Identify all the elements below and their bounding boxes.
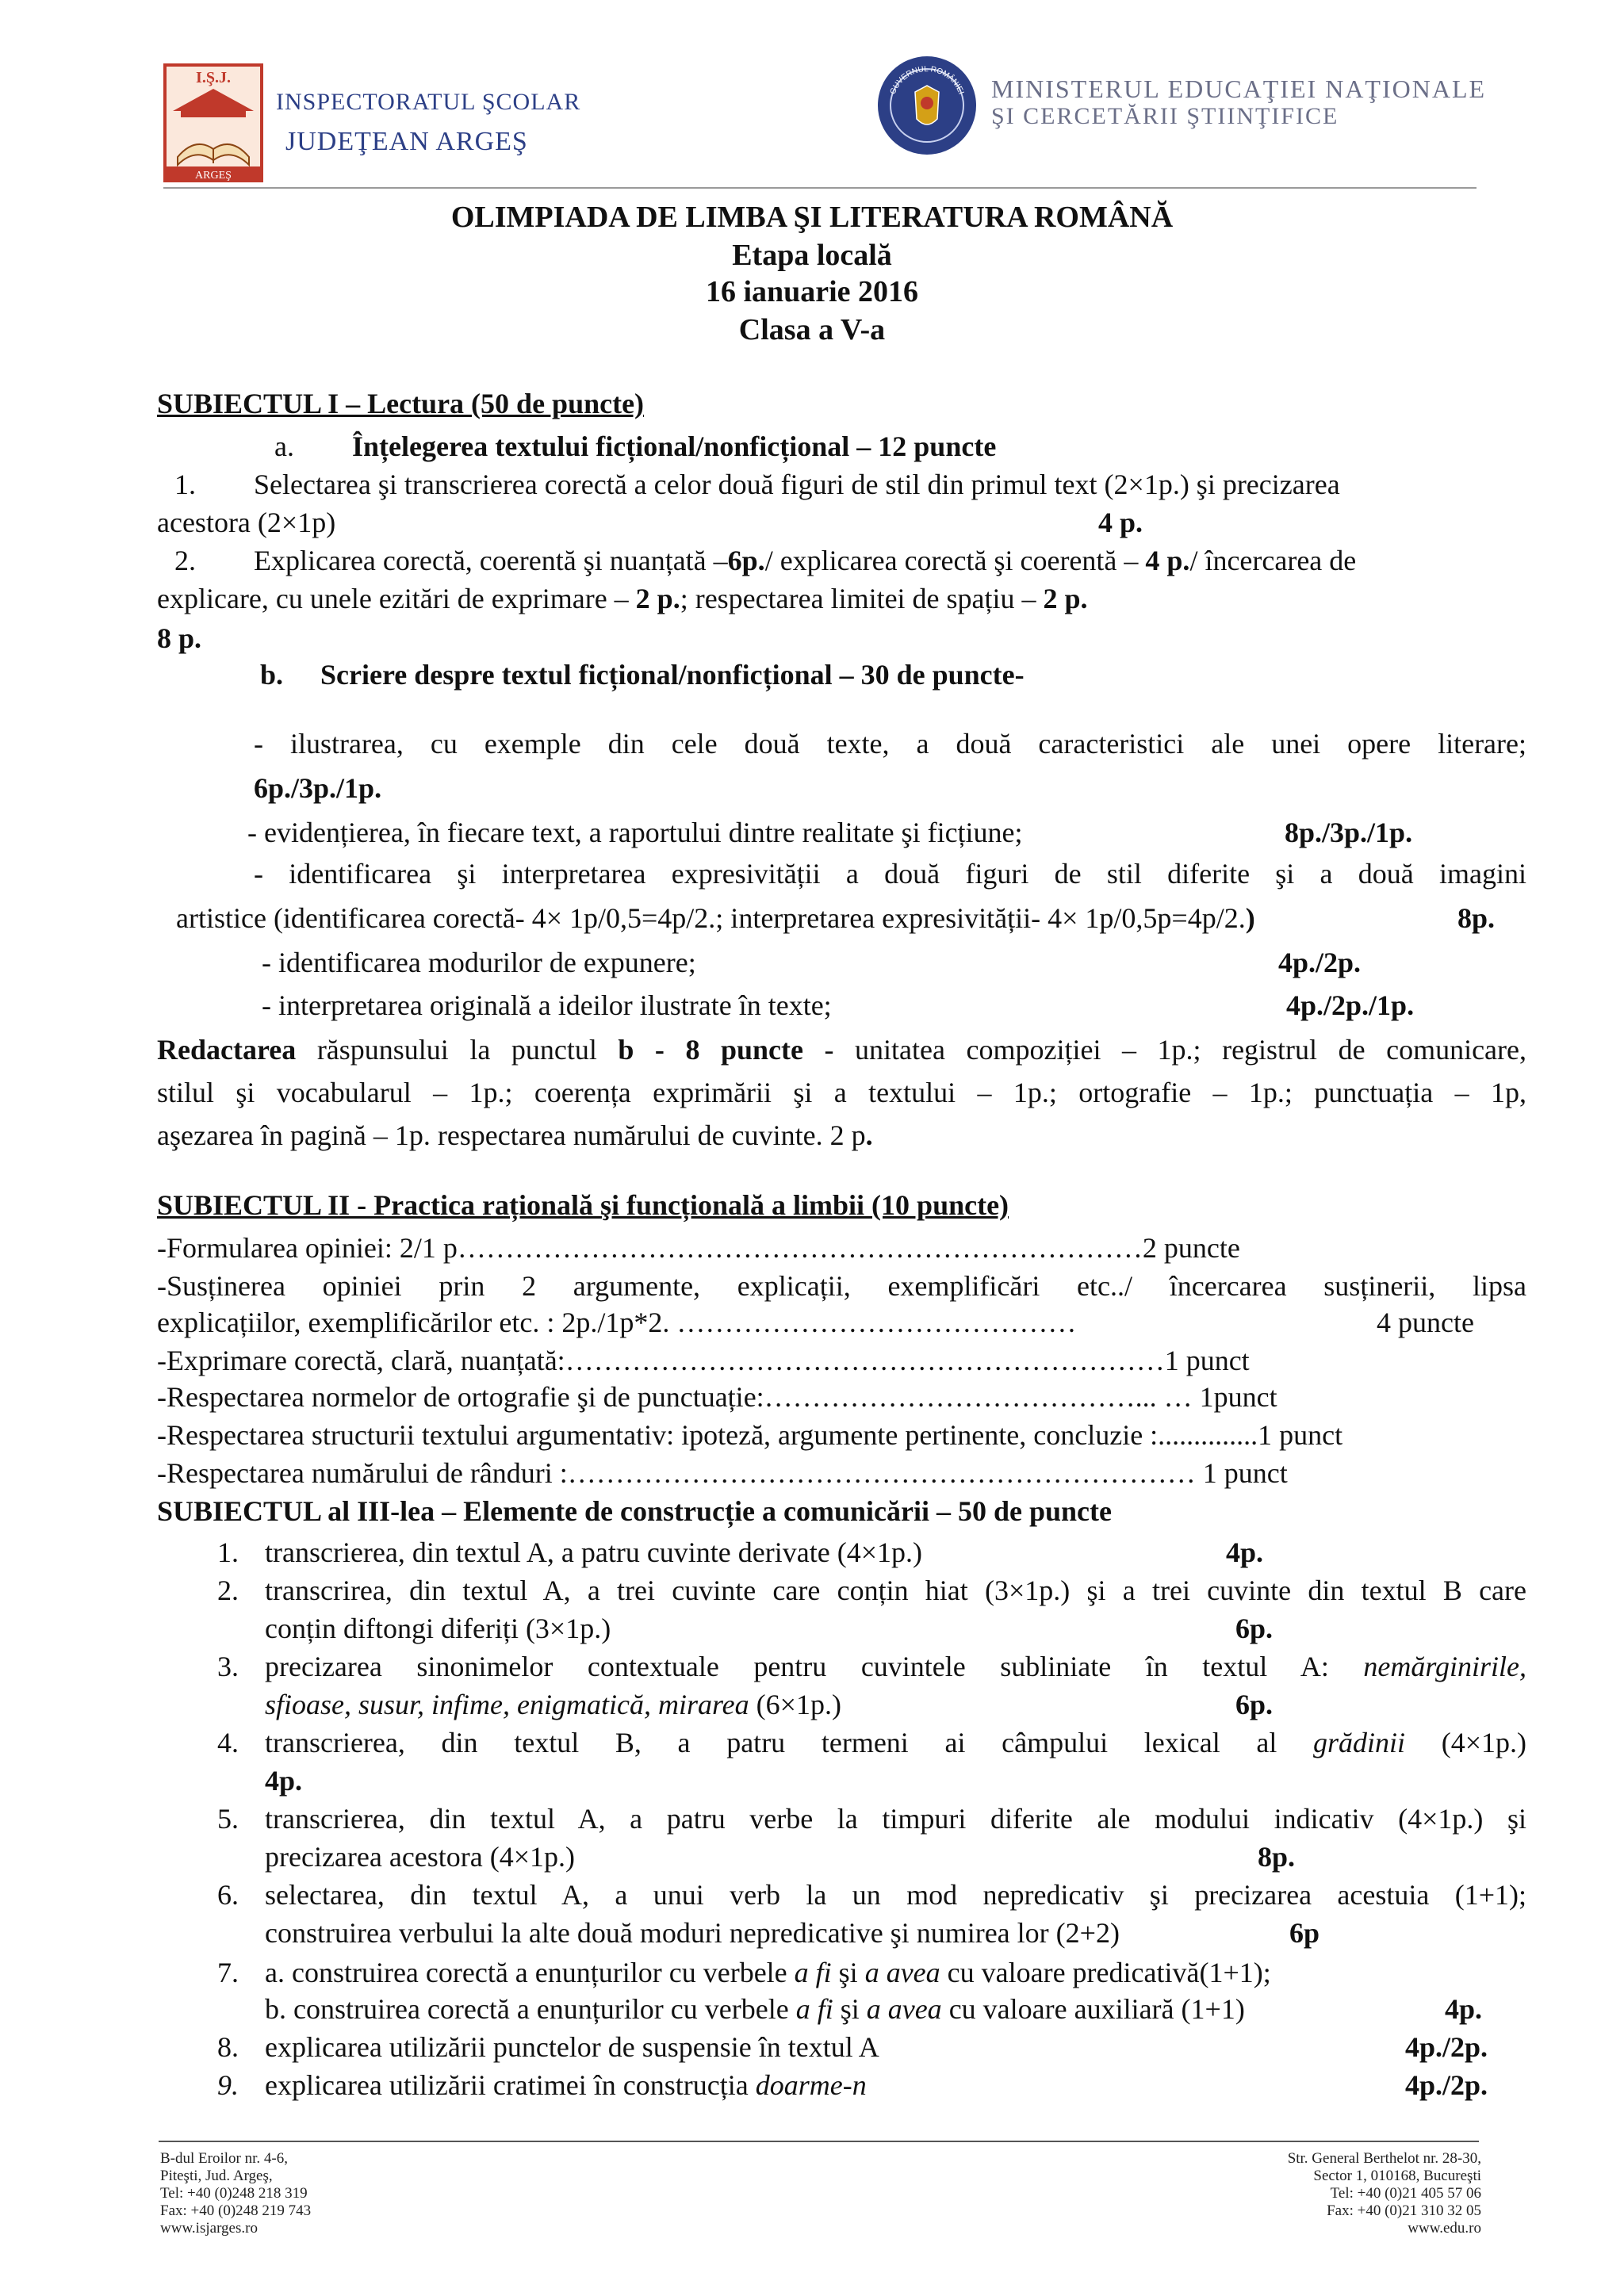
s3-item1-number: 1. bbox=[217, 1536, 239, 1568]
s3-item7-l2c: şi bbox=[833, 1993, 867, 2025]
s3-item3-l1a: precizarea sinonimelor contextuale pentru cuvintele subliniate în textul A: bbox=[265, 1651, 1364, 1682]
s3-item7-line2 bbox=[265, 1995, 1245, 2023]
isj-badge-bottom: ARGEŞ bbox=[195, 170, 232, 182]
s2-line3-points: 4 puncte bbox=[1377, 1307, 1474, 1338]
s1-a-title: Înțelegerea textului ficțional/nonficțional bbox=[352, 430, 850, 462]
ministry-name-line1: MINISTERUL EDUCAŢIEI NAŢIONALE bbox=[991, 75, 1487, 103]
s1-b3-points: 8p. bbox=[1457, 902, 1496, 934]
s3-item3-l2b: (6×1p.) bbox=[749, 1689, 841, 1720]
footer-right-line4: Fax: +40 (0)21 310 32 05 bbox=[1327, 2202, 1481, 2219]
s1-item1-points: 4 p. bbox=[1098, 507, 1143, 538]
s3-item4-l1a: transcrierea, din textul B, a patru termeni ai câmpului lexical al bbox=[265, 1727, 1314, 1758]
footer-left-line4: Fax: +40 (0)248 219 743 bbox=[160, 2202, 312, 2219]
s1-heading: SUBIECTUL I – Lectura (50 de puncte) bbox=[157, 388, 645, 419]
s1-item1-number: 1. bbox=[174, 469, 196, 500]
s1-b1-line1: - ilustrarea, cu exemple din cele două texte, a două caracteristici ale unei opere literare; bbox=[254, 728, 1526, 760]
footer-divider bbox=[159, 2141, 1479, 2142]
footer-left-line2: Piteşti, Jud. Argeş, bbox=[160, 2168, 273, 2184]
s3-item6-line2: construirea verbului la alte două moduri nepredicative şi numirea lor (2+2) bbox=[265, 1917, 1120, 1949]
s1-item2-number: 2. bbox=[174, 545, 196, 576]
s1-item2-points: 8 p. bbox=[157, 622, 202, 654]
s3-item4-number: 4. bbox=[217, 1727, 239, 1758]
title-line4: Clasa a V-a bbox=[738, 313, 886, 346]
s3-item2-line1: transcrirea, din textul A, a trei cuvinte care conțin hiat (3×1p.) şi a trei cuvinte din textul B care bbox=[265, 1575, 1526, 1606]
s3-item9-text bbox=[265, 2071, 867, 2099]
footer-left-address bbox=[160, 2150, 311, 2237]
s3-item7-l1e: cu valoare predicativă(1+1); bbox=[940, 1957, 1271, 1988]
s1-item2-l2a: explicare, cu unele ezitări de exprimare – bbox=[157, 583, 636, 614]
s1-redactare-line2: stilul şi vocabularul – 1p.; coerența exprimării şi a textului – 1p.; ortografie – 1p.; punctuația – 1p, bbox=[157, 1077, 1526, 1108]
s2-line2: -Susținerea opiniei prin 2 argumente, explicații, exemplificări etc../ încercarea susținerii, lipsa bbox=[157, 1270, 1526, 1302]
s2-line1: -Formularea opiniei: 2/1 p………………………………………………………………2 puncte bbox=[157, 1232, 1240, 1264]
footer-left-line5: www.isjarges.ro bbox=[160, 2220, 258, 2237]
s1-r-l1a: Redactarea bbox=[157, 1034, 297, 1066]
s1-item1-line1: Selectarea şi transcrierea corectă a celor două figuri de stil din primul text (2×1p.) şi precizarea bbox=[254, 469, 1340, 500]
s3-item2-points: 6p. bbox=[1235, 1613, 1274, 1644]
s3-item7-l2e: cu valoare auxiliară (1+1) bbox=[941, 1993, 1245, 2025]
s3-item3-line2 bbox=[265, 1690, 841, 1719]
s3-item5-line2: precizarea acestora (4×1p.) bbox=[265, 1841, 576, 1873]
s3-item1-text: transcrierea, din textul A, a patru cuvinte derivate (4×1p.) bbox=[265, 1536, 922, 1568]
s3-item5-number: 5. bbox=[217, 1803, 239, 1835]
s3-item3-points: 6p. bbox=[1235, 1689, 1274, 1720]
s1-item2-l1c: / explicarea corectă şi coerentă – bbox=[764, 545, 1146, 576]
s3-item7-number: 7. bbox=[217, 1957, 239, 1988]
s3-item7-l2d: a avea bbox=[866, 1993, 942, 2025]
s3-item8-text: explicarea utilizării punctelor de suspensie în textul A bbox=[265, 2031, 879, 2063]
s3-item4-l1c: (4×1p.) bbox=[1405, 1727, 1526, 1758]
s3-item4-points: 4p. bbox=[265, 1765, 303, 1797]
header-divider bbox=[163, 187, 1477, 189]
s2-line5: -Respectarea normelor de ortografie şi de punctuație:…………………………………... … 1punct bbox=[157, 1381, 1277, 1413]
s1-b-text: Scriere despre textul ficțional/nonficțional – 30 de puncte- bbox=[320, 659, 1025, 691]
s3-item3-l2a: sfioase, susur, infime, enigmatică, mirarea bbox=[265, 1689, 749, 1720]
s1-redactare-line1 bbox=[157, 1035, 1526, 1064]
s1-b5-text: - interpretarea originală a ideilor ilustrate în texte; bbox=[262, 989, 832, 1021]
s1-item2-l1b: 6p. bbox=[727, 545, 765, 576]
s1-item2-line1 bbox=[254, 546, 1356, 575]
s1-b3-line1: - identificarea şi interpretarea expresivității a două figuri de stil diferite şi a două imagini bbox=[254, 858, 1526, 890]
footer-left-line3: Tel: +40 (0)248 218 319 bbox=[160, 2185, 308, 2202]
s2-line6: -Respectarea structurii textului argumentativ: ipoteză, argumente pertinente, concluzie :..............1 punct bbox=[157, 1419, 1343, 1451]
s3-item9-l1a: explicarea utilizării cratimei în construcția bbox=[265, 2069, 756, 2101]
s1-item1-line2: acestora (2×1p) bbox=[157, 507, 336, 538]
s1-b-label: b. bbox=[260, 659, 284, 691]
s3-item3-number: 3. bbox=[217, 1651, 239, 1682]
s1-redactare-line3 bbox=[157, 1121, 873, 1150]
s3-item7-points: 4p. bbox=[1445, 1993, 1483, 2025]
s1-item2-l2c: ; respectarea limitei de spațiu – bbox=[680, 583, 1044, 614]
s1-b5-points: 4p./2p./1p. bbox=[1286, 989, 1415, 1021]
isj-logo bbox=[163, 63, 263, 182]
s3-item3-l1b: nemărginirile, bbox=[1363, 1651, 1526, 1682]
s1-item2-l1d: 4 p. bbox=[1145, 545, 1190, 576]
s3-item7-l1d: a avea bbox=[864, 1957, 940, 1988]
s1-a-text bbox=[352, 432, 996, 461]
s3-item6-number: 6. bbox=[217, 1879, 239, 1911]
s1-r-l3b: . bbox=[865, 1119, 873, 1151]
s1-item2-l2b: 2 p. bbox=[635, 583, 680, 614]
s3-item9-l1b: doarme-n bbox=[755, 2069, 867, 2101]
ministry-name-line2: ŞI CERCETĂRII ŞTIINŢIFICE bbox=[991, 103, 1339, 129]
s3-item3-line1 bbox=[265, 1652, 1526, 1681]
s3-item9-number: 9. bbox=[217, 2069, 239, 2101]
s2-line3: explicațiilor, exemplificărilor etc. : 2p./1p*2. …………………………………… bbox=[157, 1307, 1077, 1338]
s3-item9-points: 4p./2p. bbox=[1405, 2069, 1488, 2101]
s3-item6-points: 6p bbox=[1289, 1917, 1320, 1949]
s1-b4-text: - identificarea modurilor de expunere; bbox=[262, 947, 696, 978]
s3-item7-l1b: a fi bbox=[794, 1957, 832, 1988]
s1-r-l1d: - unitatea compoziției – 1p.; registrul de comunicare, bbox=[803, 1034, 1526, 1066]
s3-item1-points: 4p. bbox=[1226, 1536, 1264, 1568]
s3-item7-l1a: a. construirea corectă a enunțurilor cu verbele bbox=[265, 1957, 795, 1988]
s1-item2-line2 bbox=[157, 584, 1088, 613]
s1-b3-line2 bbox=[176, 904, 1255, 932]
s1-r-l3a: aşezarea în pagină – 1p. respectarea numărului de cuvinte. 2 p bbox=[157, 1119, 866, 1151]
isj-name-line1: INSPECTORATUL ŞCOLAR bbox=[276, 89, 581, 115]
s3-item5-points: 8p. bbox=[1258, 1841, 1296, 1873]
s1-b3-l2b: ) bbox=[1245, 902, 1255, 934]
ministry-seal bbox=[875, 54, 979, 157]
footer-right-line5: www.edu.ro bbox=[1408, 2220, 1481, 2237]
s3-item7-l2a: b. construirea corectă a enunțurilor cu verbele bbox=[265, 1993, 796, 2025]
s1-a-label: a. bbox=[274, 430, 294, 462]
footer-right-line1: Str. General Berthelot nr. 28-30, bbox=[1287, 2150, 1481, 2167]
isj-badge-text: I.Ş.J. bbox=[196, 69, 231, 86]
s3-item6-line1: selectarea, din textul A, a unui verb la un mod nepredicativ şi precizarea acestuia (1+1); bbox=[265, 1879, 1526, 1911]
title-line3: 16 ianuarie 2016 bbox=[705, 275, 919, 308]
s2-line4: -Exprimare corectă, clară, nuanțată:………………………………………………………1 punct bbox=[157, 1345, 1250, 1376]
s3-item4-line1 bbox=[265, 1728, 1526, 1757]
s2-heading: SUBIECTUL II - Practica rațională şi funcțională a limbii (10 puncte) bbox=[157, 1189, 1009, 1221]
s3-item8-points: 4p./2p. bbox=[1405, 2031, 1488, 2063]
s3-item2-number: 2. bbox=[217, 1575, 239, 1606]
title-line1: OLIMPIADA DE LIMBA ŞI LITERATURA ROMÂNĂ bbox=[450, 201, 1174, 234]
s3-item5-line1: transcrierea, din textul A, a patru verbe la timpuri diferite ale modului indicativ (4×1p.) şi bbox=[265, 1803, 1526, 1835]
footer-right-line2: Sector 1, 010168, Bucureşti bbox=[1313, 2168, 1481, 2184]
s3-heading: SUBIECTUL al III-lea – Elemente de construcție a comunicării – 50 de puncte bbox=[157, 1495, 1112, 1527]
s1-b1-points: 6p./3p./1p. bbox=[254, 772, 382, 804]
s1-b2-points: 8p./3p./1p. bbox=[1285, 817, 1413, 848]
s1-b4-points: 4p./2p. bbox=[1278, 947, 1362, 978]
s1-item2-l1e: / încercarea de bbox=[1189, 545, 1357, 576]
s3-item7-line1 bbox=[265, 1958, 1271, 1987]
s1-item2-l2d: 2 p. bbox=[1043, 583, 1088, 614]
s1-b2-text: - evidențierea, în fiecare text, a raportului dintre realitate şi ficțiune; bbox=[247, 817, 1023, 848]
s3-item2-line2: conțin diftongi diferiți (3×1p.) bbox=[265, 1613, 611, 1644]
footer-right-line3: Tel: +40 (0)21 405 57 06 bbox=[1330, 2185, 1481, 2202]
s1-r-l1c: b - 8 puncte bbox=[618, 1034, 803, 1066]
ministry-seal-text: GUVERNUL ROMÂNIEI bbox=[888, 64, 966, 96]
footer-left-line1: B-dul Eroilor nr. 4-6, bbox=[160, 2150, 288, 2167]
s1-r-l1b: răspunsului la punctul bbox=[296, 1034, 619, 1066]
s1-item2-l1a: Explicarea corectă, coerentă şi nuanțată – bbox=[254, 545, 728, 576]
s3-item8-number: 8. bbox=[217, 2031, 239, 2063]
isj-name-line2: JUDEŢEAN ARGEŞ bbox=[285, 127, 528, 156]
footer-right-address bbox=[1288, 2150, 1481, 2237]
s3-item4-l1b: grădinii bbox=[1313, 1727, 1406, 1758]
s1-a-score: – 12 puncte bbox=[849, 430, 997, 462]
s1-b3-l2a: artistice (identificarea corectă- 4× 1p/0,5=4p/2.; interpretarea expresivității- 4× 1p/0,5p=4p/2. bbox=[176, 902, 1246, 934]
s2-line7: -Respectarea numărului de rânduri :………………………………………………………… 1 punct bbox=[157, 1457, 1288, 1489]
title-line2: Etapa locală bbox=[732, 239, 892, 272]
s3-item7-l1c: şi bbox=[831, 1957, 865, 1988]
s3-item7-l2b: a fi bbox=[795, 1993, 833, 2025]
